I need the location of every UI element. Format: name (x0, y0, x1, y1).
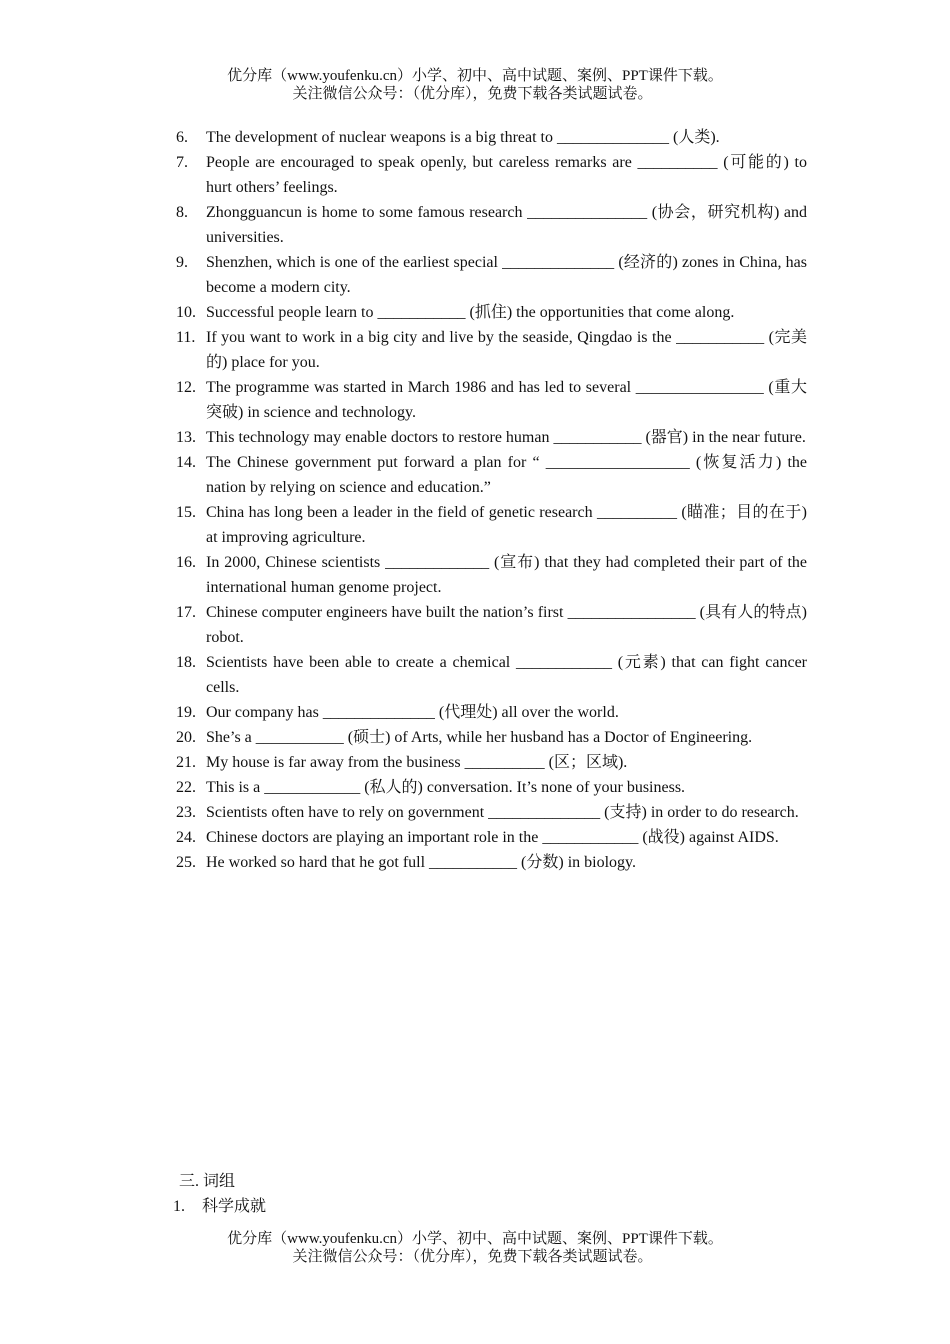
question-item (176, 425, 807, 450)
question-text: He worked so hard that he got full ___________ (分数) in biology. (206, 854, 637, 871)
question-number: 12. (176, 379, 196, 396)
footer-line-1: 优分库（www.youfenku.cn）小学、初中、高中试题、案例、PPT课件下载。 (227, 1231, 723, 1247)
question-item (176, 700, 807, 725)
question-text: She’s a ___________ (硕士) of Arts, while her husband has a Doctor of Engineering. (206, 729, 753, 746)
question-item (176, 750, 807, 775)
question-item (176, 500, 807, 550)
question-text: Successful people learn to ___________ (抓住) the opportunities that come along. (206, 304, 735, 321)
question-text: Our company has ______________ (代理处) all over the world. (206, 704, 619, 721)
question-text: This technology may enable doctors to restore human ___________ (器官) in the near future. (206, 429, 806, 446)
question-number: 17. (176, 604, 196, 621)
question-item (176, 775, 807, 800)
question-number: 22. (176, 779, 196, 796)
question-item (176, 150, 807, 200)
question-text: My house is far away from the business __________ (区；区域). (206, 754, 628, 771)
question-text: Scientists have been able to create a chemical ____________ (元素) that can fight cancer cells. (206, 654, 807, 696)
section-title: 三. 词组 (179, 1173, 236, 1190)
footer-line-2: 关注微信公众号：（优分库），免费下载各类试题试卷。 (292, 1249, 653, 1265)
question-text: The Chinese government put forward a plan for “ __________________ (恢复活力) the nation by relying on science and education.” (206, 454, 807, 496)
question-number: 10. (176, 304, 196, 321)
question-number: 21. (176, 754, 196, 771)
question-text: The development of nuclear weapons is a big threat to ______________ (人类). (206, 129, 720, 146)
question-text: This is a ____________ (私人的) conversation. It’s none of your business. (206, 779, 686, 796)
question-number: 9. (176, 254, 188, 271)
question-text: Chinese doctors are playing an important role in the ____________ (战役) against AIDS. (206, 829, 779, 846)
phrase-number: 1. (173, 1198, 185, 1215)
question-item (176, 725, 807, 750)
question-number: 19. (176, 704, 196, 721)
question-number: 16. (176, 554, 196, 571)
question-text: Scientists often have to rely on government ______________ (支持) in order to do research. (206, 804, 799, 821)
question-text: People are encouraged to speak openly, but careless remarks are __________ (可能的) to hurt others’ feelings. (206, 154, 807, 196)
question-item (176, 800, 807, 825)
question-text: Shenzhen, which is one of the earliest special ______________ (经济的) zones in China, has become a modern city. (206, 254, 807, 296)
question-text: The programme was started in March 1986 and has led to several ________________ (重大突破) in science and technology. (206, 379, 807, 421)
question-number: 7. (176, 154, 188, 171)
question-list (176, 125, 807, 875)
question-text: In 2000, Chinese scientists _____________ (宣布) that they had completed their part of the international human genome project. (206, 554, 807, 596)
question-item (176, 375, 807, 425)
question-number: 25. (176, 854, 196, 871)
question-text: Zhongguancun is home to some famous research _______________ (协会，研究机构) and universities. (206, 204, 807, 246)
question-item (176, 450, 807, 500)
question-text: Chinese computer engineers have built the nation’s first ________________ (具有人的特点) robot. (206, 604, 807, 646)
question-item (176, 200, 807, 250)
question-item (176, 600, 807, 650)
question-number: 11. (176, 329, 196, 346)
question-item (176, 850, 807, 875)
question-item (176, 650, 807, 700)
question-item (176, 825, 807, 850)
question-number: 13. (176, 429, 196, 446)
question-number: 24. (176, 829, 196, 846)
header-line-2: 关注微信公众号：（优分库），免费下载各类试题试卷。 (292, 86, 653, 102)
question-text: China has long been a leader in the field of genetic research __________ (瞄准；目的在于) at improving agriculture. (206, 504, 807, 546)
question-number: 15. (176, 504, 196, 521)
question-number: 8. (176, 204, 188, 221)
question-item (176, 300, 807, 325)
header-line-1: 优分库（www.youfenku.cn）小学、初中、高中试题、案例、PPT课件下载。 (227, 68, 723, 84)
header-banner (0, 67, 950, 103)
phrase-item (173, 1196, 266, 1218)
question-number: 23. (176, 804, 196, 821)
question-number: 18. (176, 654, 196, 671)
question-number: 6. (176, 129, 188, 146)
phrase-text: 科学成就 (202, 1198, 267, 1215)
question-item (176, 125, 807, 150)
question-number: 14. (176, 454, 196, 471)
question-item (176, 550, 807, 600)
question-number: 20. (176, 729, 196, 746)
footer-banner (0, 1230, 950, 1266)
question-item (176, 325, 807, 375)
question-item (176, 250, 807, 300)
question-text: If you want to work in a big city and live by the seaside, Qingdao is the ___________ (完美的) place for you. (206, 329, 807, 371)
